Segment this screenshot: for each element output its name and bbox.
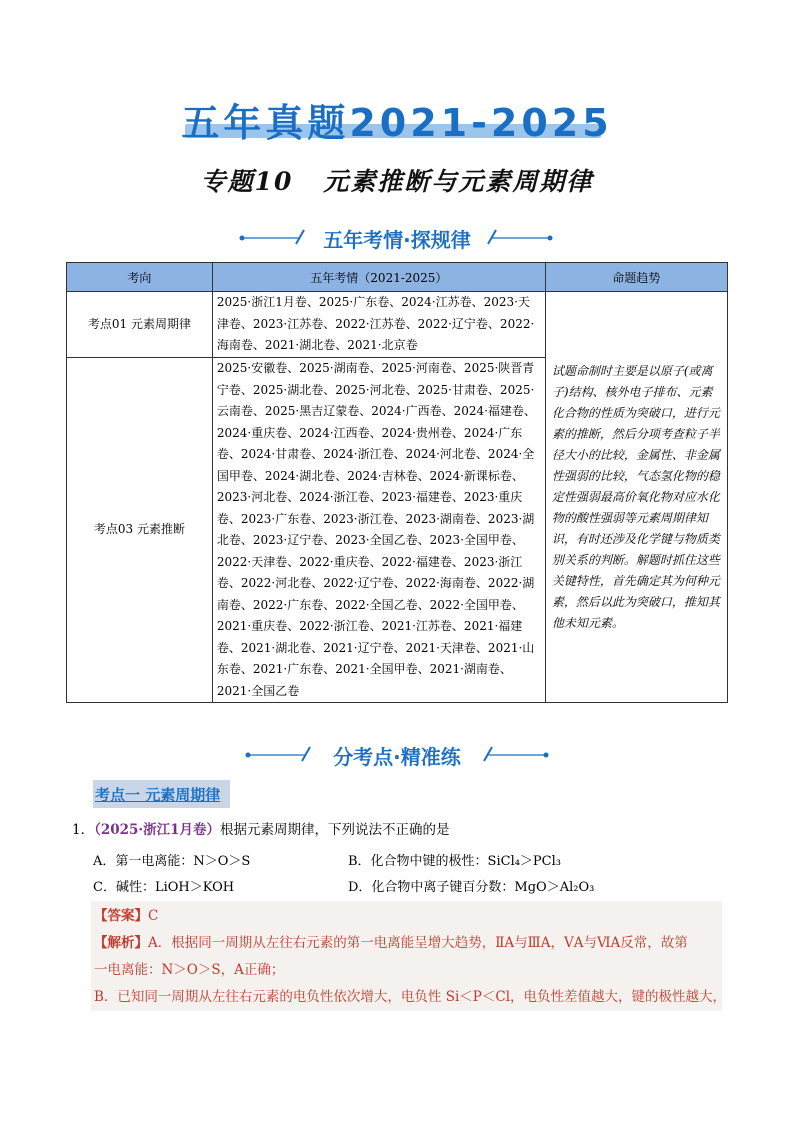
option-a: A．第一电离能：N＞O＞S — [93, 854, 251, 869]
header-exams: 五年考情（2021-2025） — [212, 263, 545, 292]
right-ornament-icon — [480, 739, 550, 769]
row-topic: 考点01 元素周期律 — [67, 292, 213, 358]
banner — [0, 88, 794, 148]
topic-heading-label: 考点一 元素周期律 — [95, 786, 221, 804]
section-heading-trends — [0, 222, 794, 256]
page-subtitle — [0, 162, 794, 198]
answer-line — [94, 904, 158, 924]
exam-trend-table — [66, 262, 728, 703]
row-exams: 2025·浙江1月卷、2025·广东卷、2024·江苏卷、2023·天津卷、2023·江苏卷、2022·江苏卷、2022·辽宁卷、2022·海南卷、2021·湖北卷、2021·北京卷 — [212, 292, 545, 358]
banner-title: 五年真题2021-2025 — [181, 101, 613, 145]
analysis-tag: 【解析】 — [94, 935, 148, 951]
analysis-line-1 — [94, 931, 688, 951]
option-d: D．化合物中离子键百分数：MgO＞Al₂O₃ — [348, 880, 595, 895]
question-stem — [72, 820, 450, 840]
header-trend: 命题趋势 — [545, 263, 727, 292]
topic-heading — [93, 780, 230, 808]
header-topic: 考向 — [67, 263, 213, 292]
subtitle-topic-name: 元素推断与元素周期律 — [323, 167, 594, 196]
analysis-line-3: B．已知同一周期从左往右元素的电负性依次增大，电负性 Si＜P＜Cl，电负性差值越大，键的极性越大， — [94, 989, 727, 1005]
subtitle-topic-number: 专题10 — [200, 167, 294, 196]
analysis-text-1: A．根据同一周期从左往右元素的第一电离能呈增大趋势，ⅡA与ⅢA，ⅤA与ⅥA反常，故第 — [148, 935, 688, 951]
section-heading-trends-label: 五年考情·探规律 — [323, 228, 471, 252]
answer-tag: 【答案】 — [94, 908, 148, 924]
question-number: 1． — [72, 822, 95, 838]
section-heading-practice — [0, 739, 794, 773]
question-text: 根据元素周期律，下列说法不正确的是 — [220, 822, 450, 838]
option-b: B．化合物中键的极性：SiCl₄＞PCl₃ — [348, 854, 561, 869]
row-exams: 2025·安徽卷、2025·湖南卷、2025·河南卷、2025·陕晋青宁卷、2025·湖北卷、2025·河北卷、2025·甘肃卷、2025·云南卷、2025·黑吉辽蒙卷、2024·广西卷、2024·福建卷、2024·重庆卷、2024·江西卷、2024·贵州卷、2024·广东卷、2024·甘肃卷、2024·浙江卷、2024·河北卷、2024·全国甲卷、2024·湖北卷、2024·吉林卷、2024·新课标卷、2023·河北卷、2024·浙江卷、2023·福建卷、2023·重庆卷、2023·广东卷、2023·浙江卷、2023·湖南卷、2023·湖北卷、2023·辽宁卷、2023·全国乙卷、2023·全国甲卷、2022·天津卷、2022·重庆卷、2022·福建卷、2023·浙江卷、2022·河北卷、2022·辽宁卷、2022·海南卷、2022·湖南卷、2022·广东卷、2022·全国乙卷、2022·全国甲卷、2021·重庆卷、2022·浙江卷、2021·江苏卷、2021·福建卷、2021·湖北卷、2021·辽宁卷、2021·天津卷、2021·山东卷、2021·广东卷、2021·全国甲卷、2021·湖南卷、2021·全国乙卷 — [212, 358, 545, 703]
section-heading-practice-label: 分考点·精准练 — [333, 745, 461, 769]
answer-value: C — [148, 908, 159, 924]
table-row — [67, 292, 728, 358]
row-topic: 考点03 元素推断 — [67, 358, 213, 703]
table-header-row — [67, 263, 728, 292]
trend-description: 试题命制时主要是以原子(或离子)结构、核外电子排布、元素化合物的性质为突破口，进行元素的推断，然后分项考查粒子半径大小的比较，金属性、非金属性强弱的比较，气态氢化物的稳定性强弱最高价氧化物对应水化物的酸性强弱等元素周期律知识，有时还涉及化学键与物质类别关系的判断。解题时抓住这些关键特性，首先确定其为何种元素，然后以此为突破口，推知其他未知元素。 — [545, 292, 727, 703]
right-ornament-icon — [484, 222, 554, 252]
option-c: C．碱性：LiOH＞KOH — [93, 880, 235, 895]
question-source: （2025·浙江1月卷） — [94, 822, 221, 838]
analysis-line-2: 一电离能：N＞O＞S，A正确； — [94, 962, 285, 978]
